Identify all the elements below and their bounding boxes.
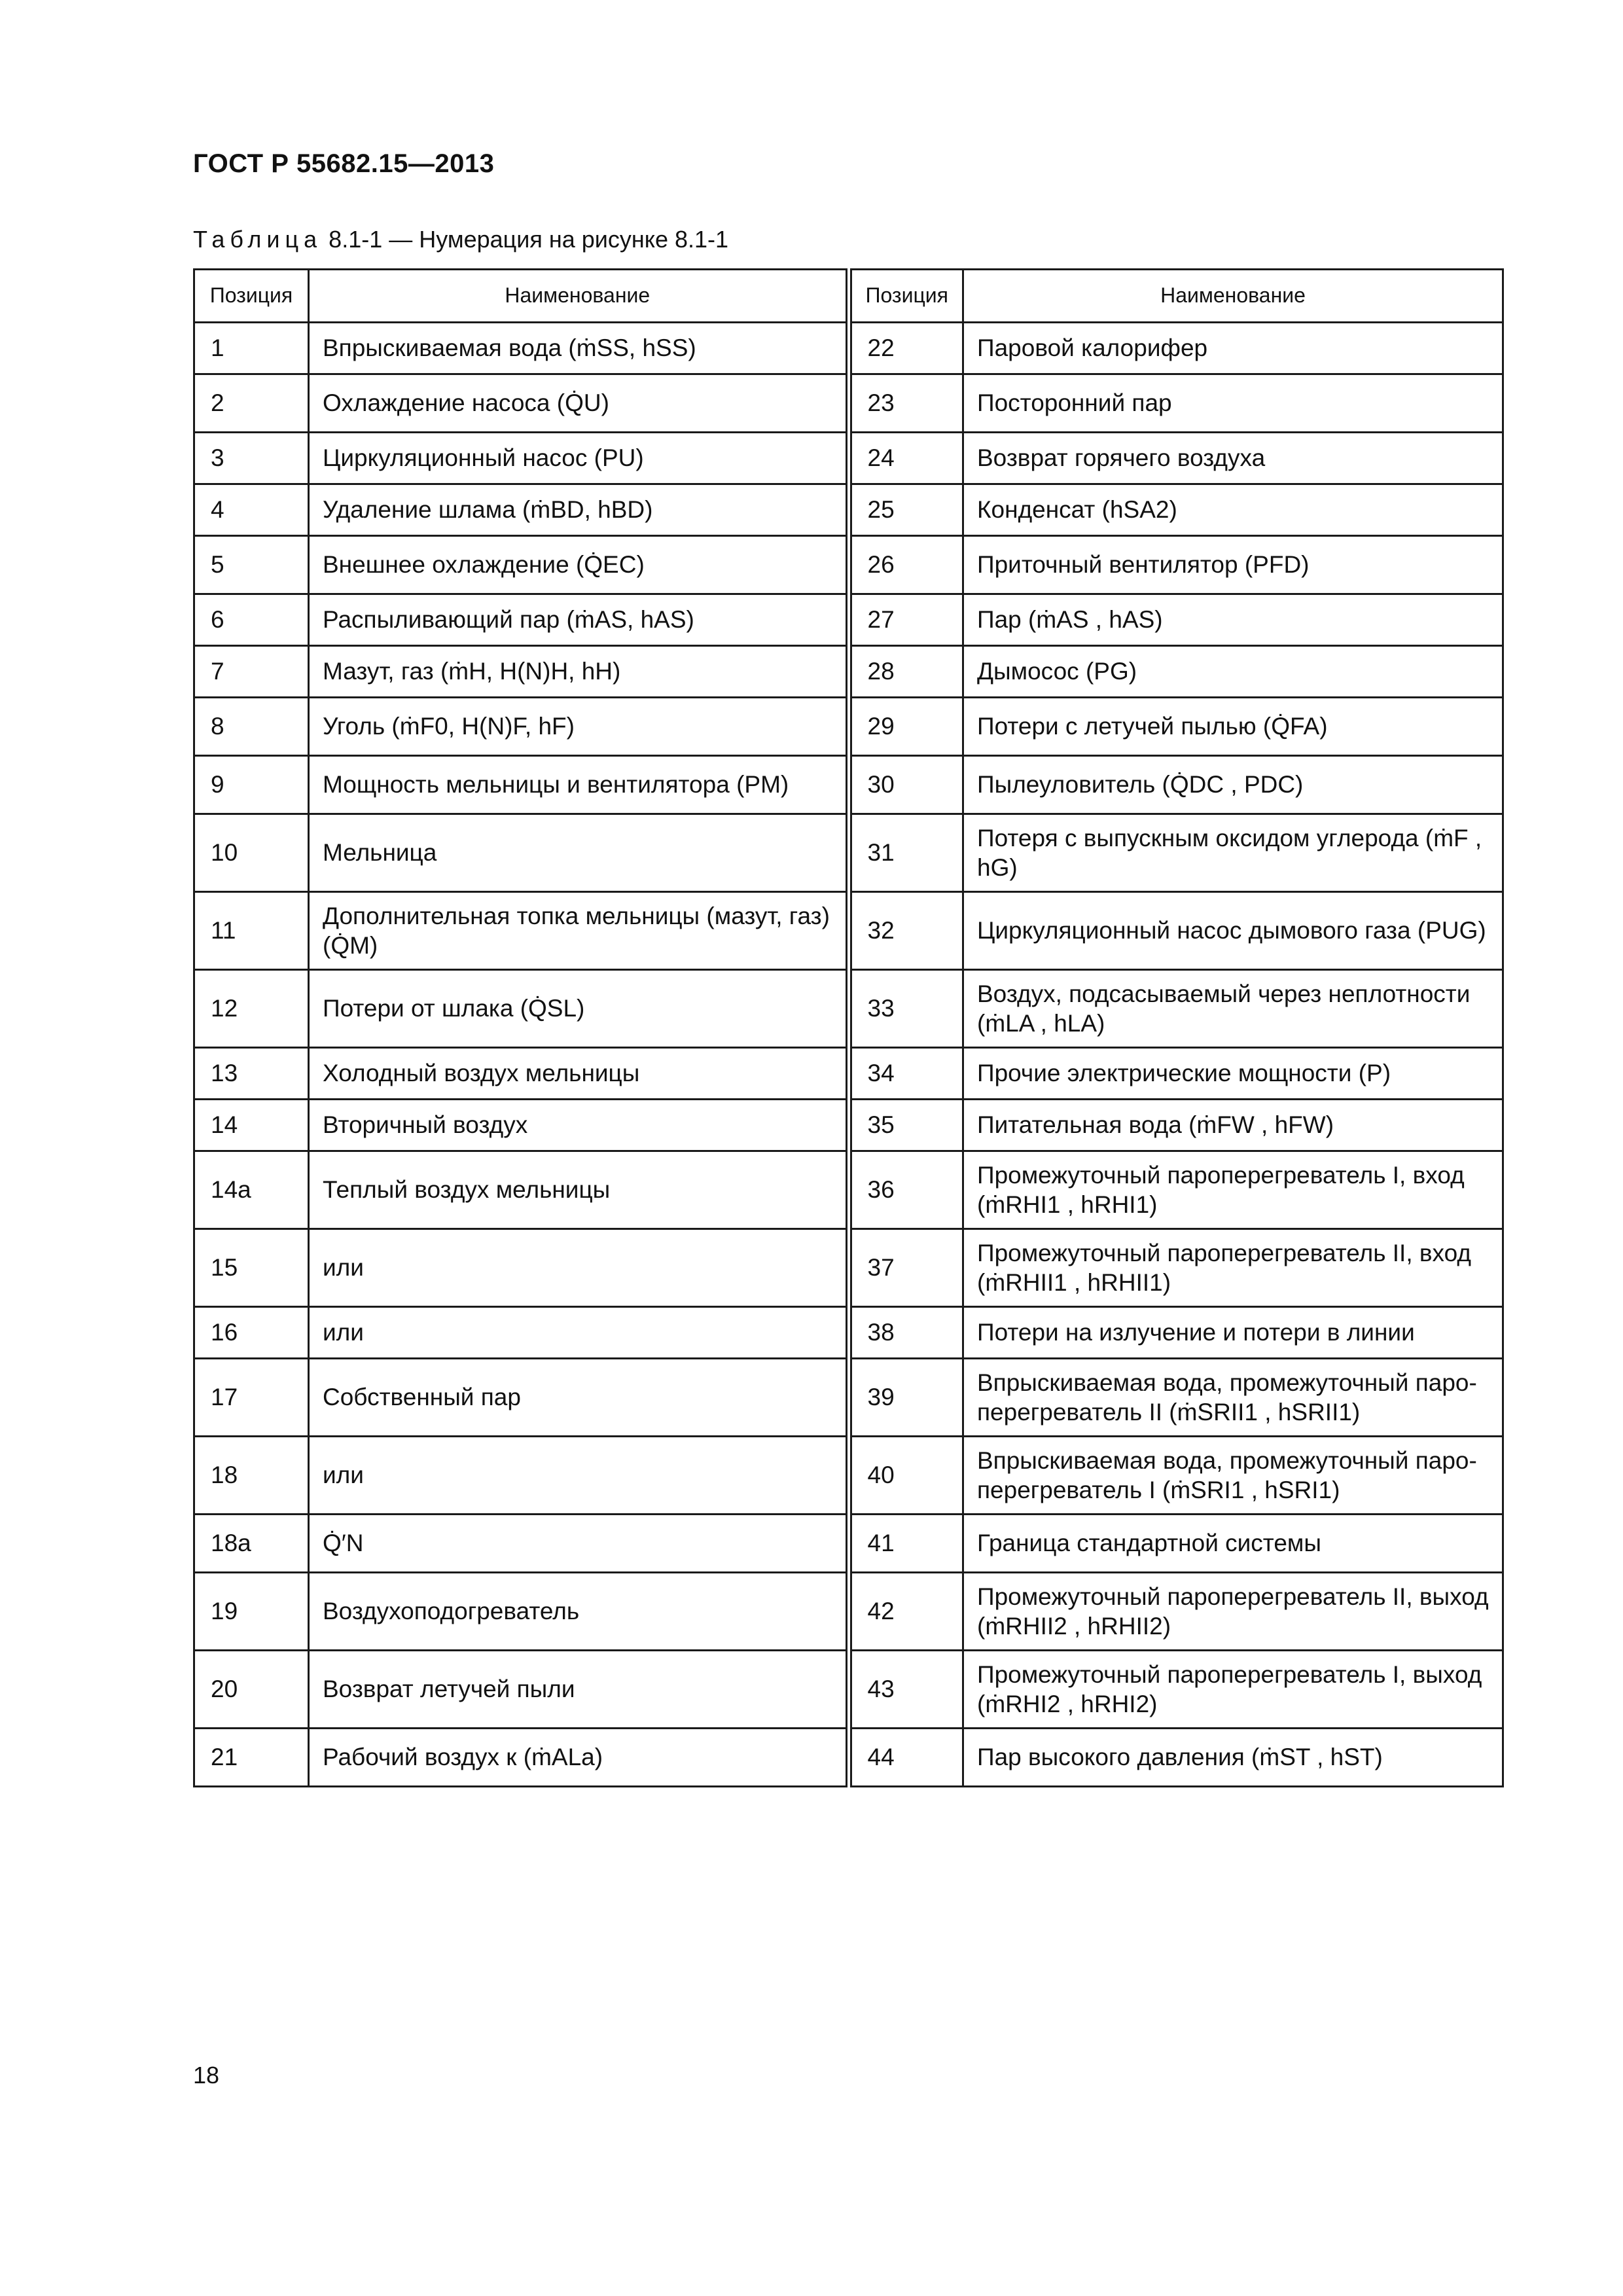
cell-name-left: Мазут, газ (ṁH, H(N)H, hH) xyxy=(309,646,849,698)
cell-name-right: Впрыскиваемая вода, промежуточный паро- перегреватель I (ṁSRI1 , hSRI1) xyxy=(963,1437,1503,1515)
cell-name-right: Потери на излучение и потери в линии xyxy=(963,1307,1503,1359)
cell-name-left: или xyxy=(309,1229,849,1307)
table-caption xyxy=(193,226,728,253)
table-row xyxy=(194,892,1503,970)
cell-name-right: Питательная вода (ṁFW , hFW) xyxy=(963,1100,1503,1151)
cell-name-left: Уголь (ṁF0, H(N)F, hF) xyxy=(309,698,849,756)
cell-position-left: 10 xyxy=(194,814,309,892)
table-row xyxy=(194,1729,1503,1787)
cell-position-right: 35 xyxy=(849,1100,963,1151)
table-row xyxy=(194,1048,1503,1100)
table-row xyxy=(194,756,1503,814)
cell-name-left: Охлаждение насоса (Q̇U) xyxy=(309,374,849,433)
table-row xyxy=(194,433,1503,484)
cell-name-right: Прочие электрические мощности (P) xyxy=(963,1048,1503,1100)
cell-position-right: 39 xyxy=(849,1359,963,1437)
cell-name-right: Промежуточный пароперегреватель I, выход (ṁRHI2 , hRHI2) xyxy=(963,1651,1503,1729)
table-body xyxy=(194,323,1503,1787)
cell-position-right: 28 xyxy=(849,646,963,698)
table-row xyxy=(194,1515,1503,1573)
column-header-name-left: Наименование xyxy=(309,270,849,323)
cell-name-right: Приточный вентилятор (PFD) xyxy=(963,536,1503,594)
cell-position-right: 42 xyxy=(849,1573,963,1651)
cell-name-right: Промежуточный пароперегреватель I, вход (ṁRHI1 , hRHI1) xyxy=(963,1151,1503,1229)
table-row xyxy=(194,536,1503,594)
cell-position-right: 34 xyxy=(849,1048,963,1100)
cell-position-right: 29 xyxy=(849,698,963,756)
cell-name-left: или xyxy=(309,1307,849,1359)
cell-name-right: Пар высокого давления (ṁST , hST) xyxy=(963,1729,1503,1787)
cell-position-left: 4 xyxy=(194,484,309,536)
table-row xyxy=(194,594,1503,646)
cell-position-right: 37 xyxy=(849,1229,963,1307)
cell-name-right: Конденсат (hSA2) xyxy=(963,484,1503,536)
table-row xyxy=(194,1307,1503,1359)
cell-position-left: 21 xyxy=(194,1729,309,1787)
cell-name-left: Собственный пар xyxy=(309,1359,849,1437)
cell-name-left: Воздухоподогреватель xyxy=(309,1573,849,1651)
cell-name-right: Промежуточный пароперегреватель II, вход (ṁRHII1 , hRHII1) xyxy=(963,1229,1503,1307)
page-number: 18 xyxy=(193,2062,220,2089)
cell-position-left: 15 xyxy=(194,1229,309,1307)
cell-position-right: 36 xyxy=(849,1151,963,1229)
cell-name-right: Дымосос (PG) xyxy=(963,646,1503,698)
table-row xyxy=(194,1651,1503,1729)
cell-position-left: 14а xyxy=(194,1151,309,1229)
table-row xyxy=(194,698,1503,756)
column-header-position-right: Позиция xyxy=(849,270,963,323)
cell-position-right: 41 xyxy=(849,1515,963,1573)
cell-position-left: 7 xyxy=(194,646,309,698)
cell-name-left: Теплый воздух мельницы xyxy=(309,1151,849,1229)
cell-name-left: Распыливающий пар (ṁAS, hAS) xyxy=(309,594,849,646)
cell-name-left: Циркуляционный насос (PU) xyxy=(309,433,849,484)
cell-name-left: Потери от шлака (Q̇SL) xyxy=(309,970,849,1048)
cell-name-left: Рабочий воздух к (ṁALa) xyxy=(309,1729,849,1787)
table-row xyxy=(194,1100,1503,1151)
cell-position-left: 8 xyxy=(194,698,309,756)
cell-name-right: Впрыскиваемая вода, промежуточный паро- перегреватель II (ṁSRII1 , hSRII1) xyxy=(963,1359,1503,1437)
cell-position-left: 13 xyxy=(194,1048,309,1100)
cell-position-left: 19 xyxy=(194,1573,309,1651)
table-row xyxy=(194,1573,1503,1651)
table-row xyxy=(194,1229,1503,1307)
cell-position-right: 25 xyxy=(849,484,963,536)
cell-name-left: Q̇′N xyxy=(309,1515,849,1573)
cell-position-right: 22 xyxy=(849,323,963,374)
table-row xyxy=(194,646,1503,698)
cell-name-right: Промежуточный пароперегреватель II, выход (ṁRHII2 , hRHII2) xyxy=(963,1573,1503,1651)
cell-name-right: Потери с летучей пылью (Q̇FA) xyxy=(963,698,1503,756)
cell-name-left: или xyxy=(309,1437,849,1515)
cell-position-right: 26 xyxy=(849,536,963,594)
cell-name-right: Паровой калорифер xyxy=(963,323,1503,374)
cell-position-left: 2 xyxy=(194,374,309,433)
cell-position-right: 30 xyxy=(849,756,963,814)
cell-name-left: Мельница xyxy=(309,814,849,892)
table-row xyxy=(194,970,1503,1048)
cell-name-right: Потеря с выпускным оксидом углерода (ṁF , hG) xyxy=(963,814,1503,892)
cell-position-left: 5 xyxy=(194,536,309,594)
cell-name-right: Возврат горячего воздуха xyxy=(963,433,1503,484)
table-header-row xyxy=(194,270,1503,323)
cell-position-right: 23 xyxy=(849,374,963,433)
table-row xyxy=(194,374,1503,433)
table-row xyxy=(194,814,1503,892)
cell-name-right: Посторонний пар xyxy=(963,374,1503,433)
cell-name-left: Удаление шлама (ṁBD, hBD) xyxy=(309,484,849,536)
cell-position-right: 31 xyxy=(849,814,963,892)
cell-position-left: 18а xyxy=(194,1515,309,1573)
table-row xyxy=(194,1437,1503,1515)
table-row xyxy=(194,1151,1503,1229)
caption-prefix: Таблица xyxy=(193,226,323,253)
cell-position-left: 11 xyxy=(194,892,309,970)
cell-position-right: 44 xyxy=(849,1729,963,1787)
cell-name-right: Граница стандартной системы xyxy=(963,1515,1503,1573)
table-row xyxy=(194,1359,1503,1437)
cell-position-right: 43 xyxy=(849,1651,963,1729)
cell-position-left: 1 xyxy=(194,323,309,374)
cell-name-right: Пар (ṁAS , hAS) xyxy=(963,594,1503,646)
cell-name-left: Внешнее охлаждение (Q̇EC) xyxy=(309,536,849,594)
cell-name-right: Циркуляционный насос дымового газа (PUG) xyxy=(963,892,1503,970)
cell-name-left: Впрыскиваемая вода (ṁSS, hSS) xyxy=(309,323,849,374)
cell-name-right: Пылеуловитель (Q̇DC , PDC) xyxy=(963,756,1503,814)
cell-position-left: 3 xyxy=(194,433,309,484)
cell-position-left: 17 xyxy=(194,1359,309,1437)
cell-position-right: 38 xyxy=(849,1307,963,1359)
column-header-position-left: Позиция xyxy=(194,270,309,323)
cell-name-left: Вторичный воздух xyxy=(309,1100,849,1151)
cell-name-left: Возврат летучей пыли xyxy=(309,1651,849,1729)
caption-text: — Нумерация на рисунке 8.1-1 xyxy=(389,226,729,253)
numbering-table xyxy=(193,268,1504,1787)
cell-position-left: 16 xyxy=(194,1307,309,1359)
caption-number: 8.1-1 xyxy=(329,226,383,253)
cell-position-right: 40 xyxy=(849,1437,963,1515)
table-row xyxy=(194,484,1503,536)
cell-name-left: Дополнительная топка мельницы (мазут, газ) (Q̇M) xyxy=(309,892,849,970)
cell-name-right: Воздух, подсасываемый через неплотности (ṁLA , hLA) xyxy=(963,970,1503,1048)
cell-position-right: 24 xyxy=(849,433,963,484)
cell-position-right: 32 xyxy=(849,892,963,970)
table-row xyxy=(194,323,1503,374)
column-header-name-right: Наименование xyxy=(963,270,1503,323)
cell-position-left: 14 xyxy=(194,1100,309,1151)
cell-position-left: 9 xyxy=(194,756,309,814)
document-header: ГОСТ Р 55682.15—2013 xyxy=(193,149,495,178)
cell-name-left: Холодный воздух мельницы xyxy=(309,1048,849,1100)
cell-position-left: 18 xyxy=(194,1437,309,1515)
cell-position-right: 27 xyxy=(849,594,963,646)
cell-position-left: 12 xyxy=(194,970,309,1048)
cell-name-left: Мощность мельницы и вентилятора (PM) xyxy=(309,756,849,814)
cell-position-left: 20 xyxy=(194,1651,309,1729)
cell-position-right: 33 xyxy=(849,970,963,1048)
cell-position-left: 6 xyxy=(194,594,309,646)
